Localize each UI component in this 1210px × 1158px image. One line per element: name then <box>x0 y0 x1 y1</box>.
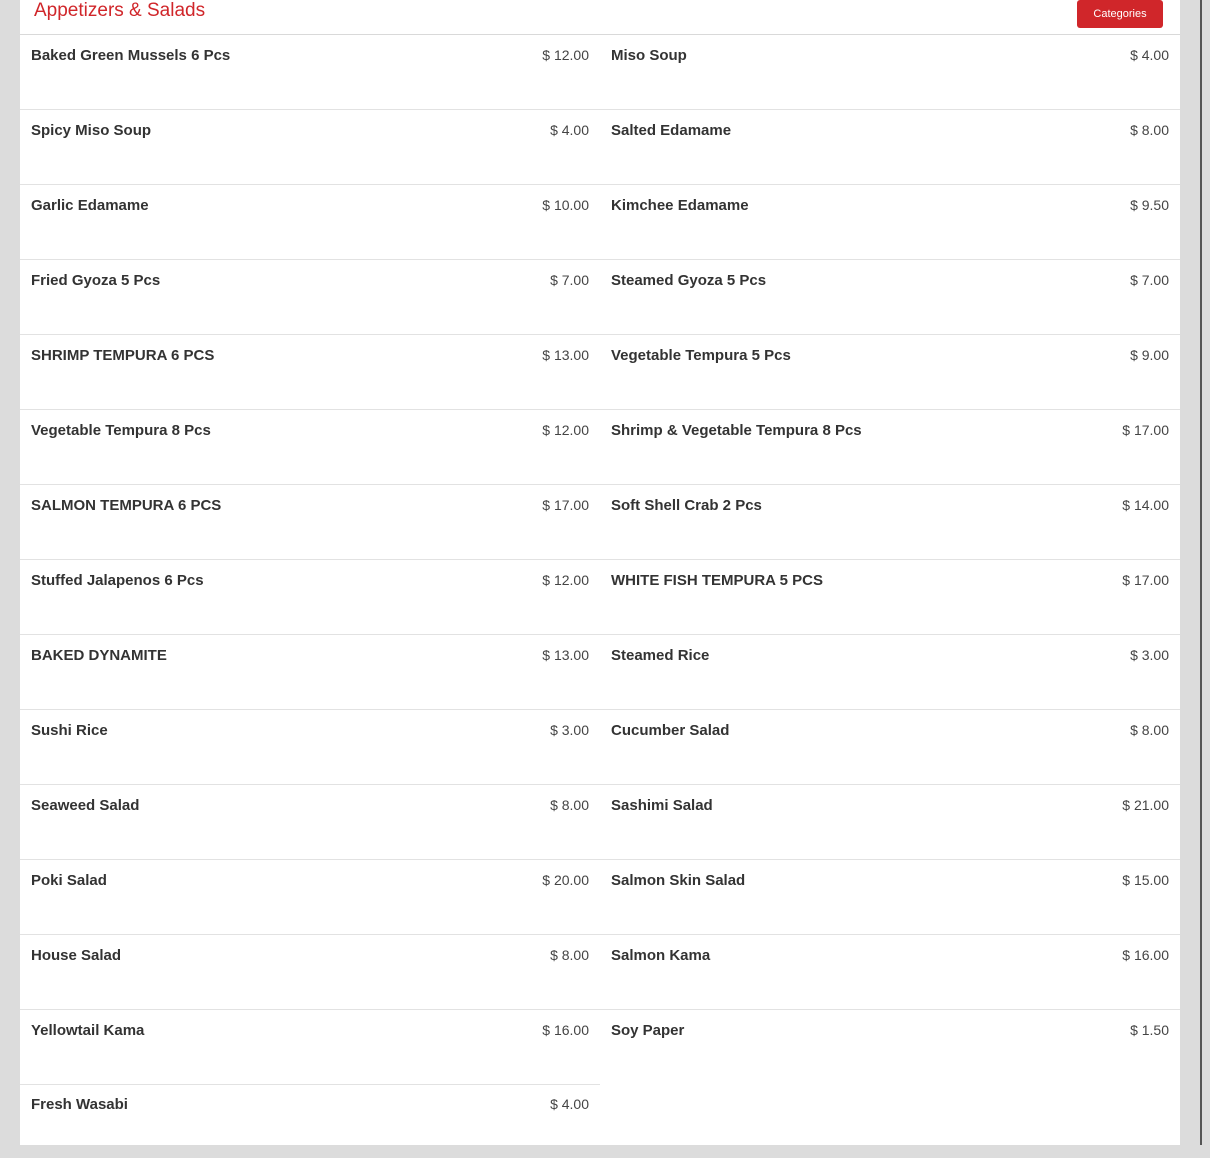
menu-item-name: Fresh Wasabi <box>31 1096 128 1113</box>
menu-item-name: House Salad <box>31 947 122 964</box>
menu-item-price: $ 4.00 <box>550 122 589 138</box>
menu-row <box>20 110 1180 185</box>
menu-item-price: $ 4.00 <box>1130 47 1169 63</box>
menu-item-price: $ 17.00 <box>1122 422 1169 438</box>
menu-item[interactable] <box>20 785 600 859</box>
menu-item-name: Sashimi Salad <box>611 797 713 814</box>
menu-item[interactable] <box>600 35 1180 109</box>
menu-item-name: SALMON TEMPURA 6 PCS <box>31 497 222 514</box>
menu-item[interactable] <box>600 785 1180 859</box>
menu-item-price: $ 13.00 <box>542 647 589 663</box>
menu-item-name: Stuffed Jalapenos 6 Pcs <box>31 572 204 589</box>
menu-item-name: Salmon Kama <box>611 947 711 964</box>
menu-item-price: $ 8.00 <box>550 797 589 813</box>
menu-item-price: $ 8.00 <box>1130 722 1169 738</box>
menu-item-name: Seaweed Salad <box>31 797 140 814</box>
menu-row <box>20 1084 1180 1158</box>
menu-row <box>20 260 1180 335</box>
menu-row <box>20 410 1180 485</box>
menu-item[interactable] <box>600 635 1180 709</box>
menu-item[interactable] <box>20 1084 600 1158</box>
menu-item[interactable] <box>600 935 1180 1009</box>
menu-item[interactable] <box>20 1010 600 1084</box>
menu-item-name: Yellowtail Kama <box>31 1022 145 1039</box>
menu-item-price: $ 16.00 <box>1122 947 1169 963</box>
menu-item[interactable] <box>600 185 1180 259</box>
menu-item-name: Cucumber Salad <box>611 722 730 739</box>
menu-row <box>20 785 1180 860</box>
menu-item-price: $ 16.00 <box>542 1022 589 1038</box>
menu-item-price: $ 12.00 <box>542 47 589 63</box>
menu-item-name: BAKED DYNAMITE <box>31 647 167 664</box>
menu-item[interactable] <box>20 110 600 184</box>
menu-item[interactable] <box>20 860 600 934</box>
menu-item-name: Poki Salad <box>31 872 107 889</box>
menu-item-price: $ 8.00 <box>1130 122 1169 138</box>
menu-item-price: $ 9.00 <box>1130 347 1169 363</box>
menu-item-name: Baked Green Mussels 6 Pcs <box>31 47 231 64</box>
menu-item[interactable] <box>600 410 1180 484</box>
menu-item-price: $ 21.00 <box>1122 797 1169 813</box>
menu-item[interactable] <box>600 485 1180 559</box>
menu-item[interactable] <box>20 410 600 484</box>
menu-row <box>20 1010 1180 1084</box>
menu-item[interactable] <box>600 335 1180 409</box>
menu-item-name: Steamed Gyoza 5 Pcs <box>611 272 767 289</box>
menu-item[interactable] <box>20 935 600 1009</box>
menu-item[interactable] <box>600 560 1180 634</box>
menu-item-name: SHRIMP TEMPURA 6 PCS <box>31 347 215 364</box>
menu-item[interactable] <box>600 860 1180 934</box>
categories-button[interactable]: Categories <box>1077 0 1163 28</box>
menu-grid <box>20 35 1180 1158</box>
menu-item-price: $ 17.00 <box>542 497 589 513</box>
scrollbar-edge <box>1200 0 1202 1145</box>
menu-item-name: Soft Shell Crab 2 Pcs <box>611 497 762 514</box>
menu-row <box>20 710 1180 785</box>
menu-item-name: Sushi Rice <box>31 722 108 739</box>
menu-item-price: $ 12.00 <box>542 422 589 438</box>
menu-item-name: Spicy Miso Soup <box>31 122 152 139</box>
menu-row <box>20 935 1180 1010</box>
menu-item-price: $ 15.00 <box>1122 872 1169 888</box>
menu-item[interactable] <box>600 710 1180 784</box>
menu-item-name: Steamed Rice <box>611 647 710 664</box>
menu-row <box>20 635 1180 710</box>
menu-item[interactable] <box>20 185 600 259</box>
menu-item-price: $ 20.00 <box>542 872 589 888</box>
menu-item[interactable] <box>20 35 600 109</box>
menu-item-name: Salted Edamame <box>611 122 732 139</box>
category-title: Appetizers & Salads <box>34 0 206 21</box>
menu-row <box>20 185 1180 260</box>
menu-item-price: $ 14.00 <box>1122 497 1169 513</box>
menu-item[interactable] <box>600 260 1180 334</box>
menu-item-price: $ 3.00 <box>550 722 589 738</box>
menu-item-name: Vegetable Tempura 5 Pcs <box>611 347 791 364</box>
menu-item-price: $ 17.00 <box>1122 572 1169 588</box>
menu-item-price: $ 7.00 <box>1130 272 1169 288</box>
menu-row <box>20 485 1180 560</box>
menu-item-name: Salmon Skin Salad <box>611 872 746 889</box>
menu-item[interactable] <box>20 260 600 334</box>
category-header <box>20 0 1180 35</box>
menu-item-name: Kimchee Edamame <box>611 197 749 214</box>
menu-item[interactable] <box>20 710 600 784</box>
menu-item-name: Fried Gyoza 5 Pcs <box>31 272 161 289</box>
menu-item-name: Shrimp & Vegetable Tempura 8 Pcs <box>611 422 862 439</box>
menu-item-name: Miso Soup <box>611 47 687 64</box>
menu-item-price: $ 9.50 <box>1130 197 1169 213</box>
menu-item-price: $ 1.50 <box>1130 1022 1169 1038</box>
menu-item-price: $ 3.00 <box>1130 647 1169 663</box>
menu-item-name: WHITE FISH TEMPURA 5 PCS <box>611 572 823 589</box>
menu-row <box>20 335 1180 410</box>
menu-item-price: $ 8.00 <box>550 947 589 963</box>
menu-item-price: $ 4.00 <box>550 1096 589 1112</box>
menu-page <box>20 0 1180 1145</box>
menu-row <box>20 35 1180 110</box>
menu-item-price: $ 7.00 <box>550 272 589 288</box>
menu-item-name: Soy Paper <box>611 1022 685 1039</box>
menu-item[interactable] <box>20 335 600 409</box>
menu-item[interactable] <box>600 110 1180 184</box>
menu-item-price: $ 10.00 <box>542 197 589 213</box>
menu-item-name: Garlic Edamame <box>31 197 149 214</box>
menu-item-price: $ 12.00 <box>542 572 589 588</box>
menu-item[interactable] <box>20 635 600 709</box>
menu-item[interactable] <box>20 485 600 559</box>
menu-row <box>20 560 1180 635</box>
menu-item[interactable] <box>600 1010 1180 1084</box>
menu-row <box>20 860 1180 935</box>
menu-item-price: $ 13.00 <box>542 347 589 363</box>
menu-item-name: Vegetable Tempura 8 Pcs <box>31 422 211 439</box>
menu-item[interactable] <box>20 560 600 634</box>
